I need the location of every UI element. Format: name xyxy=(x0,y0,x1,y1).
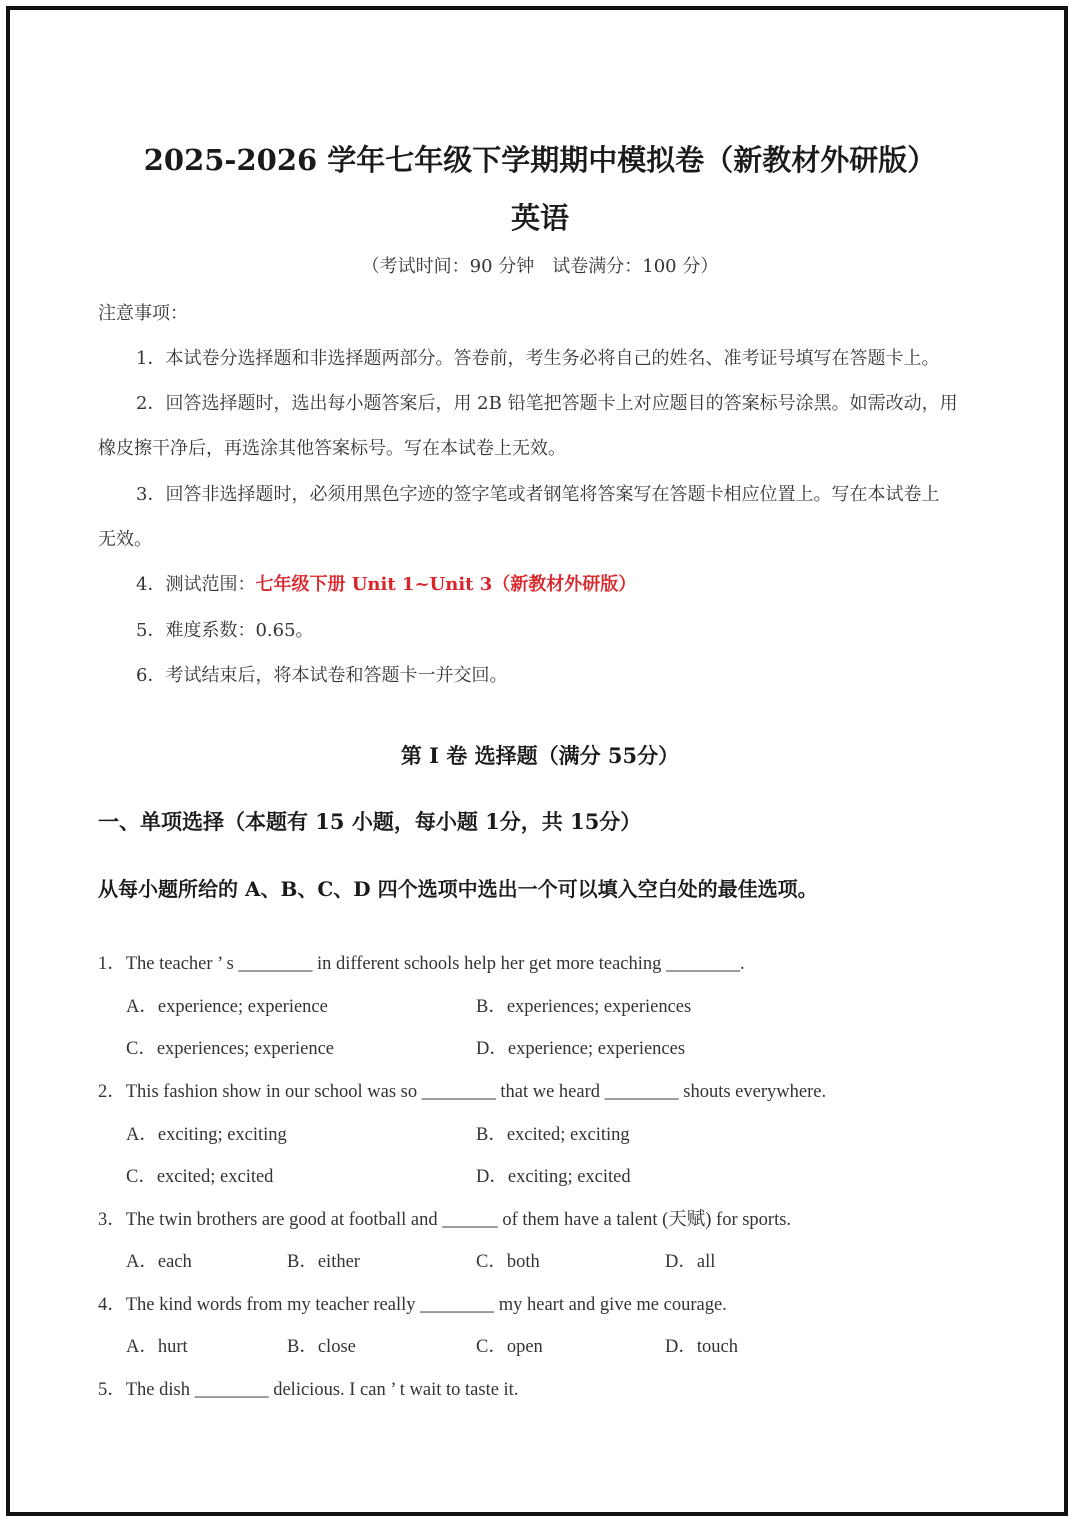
question-3-option-a: A．each xyxy=(126,1252,192,1272)
question-3-option-b: B．either xyxy=(287,1252,360,1272)
question-4-option-d: D．touch xyxy=(665,1337,738,1357)
notice-heading: 注意事项： xyxy=(98,303,188,324)
part-title: 一、单项选择（本题有 15 小题，每小题 1分，共 15分） xyxy=(98,809,642,834)
question-2-option-d: D．exciting; excited xyxy=(476,1167,631,1187)
section-title: 第 I 卷 选择题（满分 55分） xyxy=(400,743,680,768)
question-2-stem: 2．This fashion show in our school was so ________ that we heard ________ shouts everywhere. xyxy=(98,1082,827,1102)
question-3-stem: 3．The twin brothers are good at football and ______ of them have a talent (天赋) for sports. xyxy=(98,1210,792,1230)
question-1-option-c: C．experiences; experience xyxy=(126,1039,335,1059)
notice-item-3-continued: 无效。 xyxy=(98,529,152,550)
question-5-stem: 5．The dish ________ delicious. I can ’ t wait to taste it. xyxy=(98,1380,519,1400)
notice-item-3: 3．回答非选择题时，必须用黑色字迹的签字笔或者钢笔将答案写在答题卡相应位置上。写在本试卷上 xyxy=(136,484,940,505)
question-1-option-d: D．experience; experiences xyxy=(476,1039,686,1059)
question-4-option-c: C．open xyxy=(476,1337,543,1357)
question-4-option-b: B．close xyxy=(287,1337,356,1357)
instruction: 从每小题所给的 A、B、C、D 四个选项中选出一个可以填入空白处的最佳选项。 xyxy=(98,877,818,901)
question-4-stem: 4．The kind words from my teacher really ________ my heart and give me courage. xyxy=(98,1295,727,1315)
notice-item-2-continued: 橡皮擦干净后，再选涂其他答案标号。写在本试卷上无效。 xyxy=(98,438,566,459)
question-3-option-d: D．all xyxy=(665,1252,716,1272)
notice-item-4 xyxy=(136,570,636,596)
question-2-option-b: B．excited; exciting xyxy=(476,1125,630,1145)
question-2-option-a: A．exciting; exciting xyxy=(126,1125,287,1145)
notice-item-1: 1．本试卷分选择题和非选择题两部分。答卷前，考生务必将自己的姓名、准考证号填写在答题卡上。 xyxy=(136,348,940,369)
question-1-stem: 1．The teacher ’ s ________ in different schools help her get more teaching ________. xyxy=(98,954,745,974)
notice-item-5: 5．难度系数：0.65。 xyxy=(136,620,314,641)
notice-item-6: 6．考试结束后，将本试卷和答题卡一并交回。 xyxy=(136,665,508,686)
question-1-option-b: B．experiences; experiences xyxy=(476,997,692,1017)
question-2-option-c: C．excited; excited xyxy=(126,1167,274,1187)
notice-item-4-label: 4．测试范围： xyxy=(136,574,256,595)
exam-title: 2025-2026 学年七年级下学期期中模拟卷（新教材外研版） xyxy=(143,143,937,177)
exam-info: （考试时间：90 分钟 试卷满分：100 分） xyxy=(361,256,719,277)
question-4-option-a: A．hurt xyxy=(126,1337,188,1357)
notice-item-2: 2．回答选择题时，选出每小题答案后，用 2B 铅笔把答题卡上对应题目的答案标号涂黑。如需改动，用 xyxy=(136,393,958,414)
subject-title: 英语 xyxy=(510,201,569,235)
test-scope-highlight: 七年级下册 Unit 1~Unit 3（新教材外研版） xyxy=(255,574,637,595)
question-3-option-c: C．both xyxy=(476,1252,540,1272)
question-1-option-a: A．experience; experience xyxy=(126,997,328,1017)
